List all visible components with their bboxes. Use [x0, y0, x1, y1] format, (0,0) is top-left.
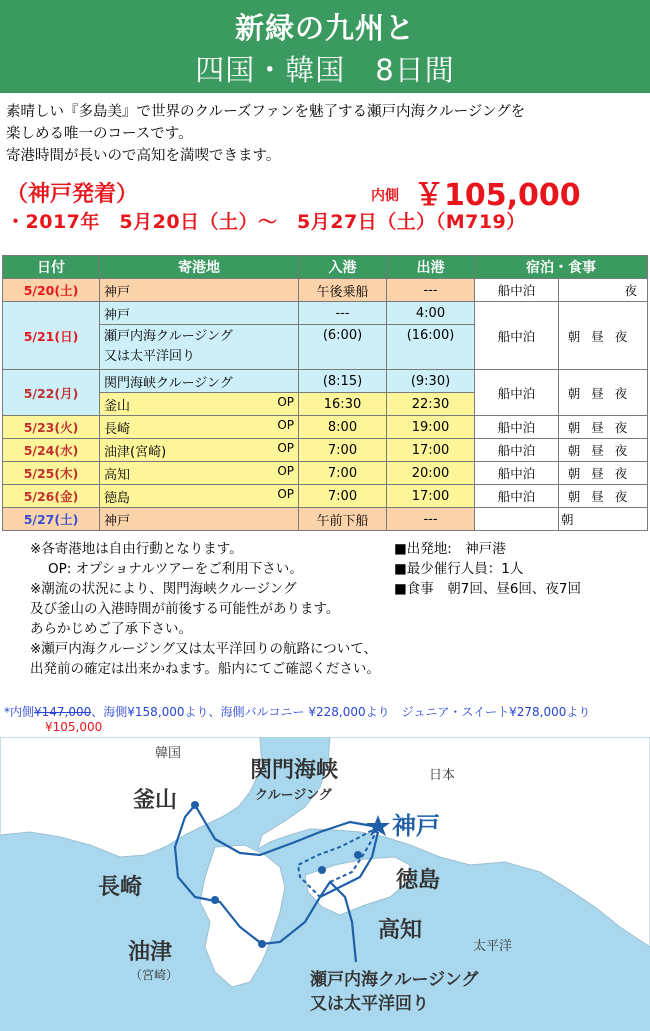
row-stay: 船中泊 — [475, 279, 559, 302]
header-arrival: 入港 — [299, 256, 387, 279]
label-kanmon-sub: クルージング — [255, 788, 332, 803]
table-row — [3, 279, 648, 302]
row-meals: 朝昼夜 — [559, 462, 648, 485]
row-arrival: --- — [299, 302, 387, 325]
header-departure: 出港 — [387, 256, 475, 279]
row-date: 5/26(金) — [3, 485, 100, 508]
row-port: 神戸 — [100, 279, 299, 302]
label-kobe: 神戸 — [392, 812, 440, 840]
row-departure: 22:30 — [387, 393, 475, 416]
cabin-prefix: *内側 — [4, 705, 35, 719]
header-date: 日付 — [3, 256, 100, 279]
note-line: あらかじめご了承下さい。 — [30, 621, 192, 637]
label-aburatsu-sub: （宮崎） — [130, 968, 179, 982]
row-meals: 朝 — [559, 508, 648, 531]
row-departure: 17:00 — [387, 485, 475, 508]
row-port — [100, 416, 299, 439]
row-stay: 船中泊 — [475, 439, 559, 462]
info-line: ■出発地: 神戸港 — [394, 541, 506, 557]
notes — [30, 539, 390, 679]
row-port-line2: 又は太平洋回り — [104, 349, 196, 364]
row-date: 5/23(火) — [3, 416, 100, 439]
nagasaki-dot — [211, 896, 219, 904]
row-meals: 朝昼夜 — [559, 416, 648, 439]
header-port: 寄港地 — [100, 256, 299, 279]
row-date: 5/25(木) — [3, 462, 100, 485]
label-nagasaki: 長崎 — [98, 875, 143, 900]
intro-line-1: 素晴しい『多島美』で世界のクルーズファンを魅了する瀬戸内海クルージングを — [6, 104, 526, 120]
row-arrival: (6:00) — [299, 325, 387, 370]
row-port-name: 釜山 — [104, 398, 131, 414]
table-row — [3, 302, 648, 325]
row-date: 5/22(月) — [3, 370, 100, 416]
row-stay: 船中泊 — [475, 302, 559, 370]
row-meals: 朝昼夜 — [559, 439, 648, 462]
row-date: 5/20(土) — [3, 279, 100, 302]
note-line: OP: オプショナルツアーをご利用下さい。 — [48, 561, 303, 577]
row-meals: 夜 — [559, 279, 648, 302]
title-line-2: 四国・韓国 8日間 — [195, 53, 455, 87]
row-arrival: (8:15) — [299, 370, 387, 393]
row-stay: 船中泊 — [475, 462, 559, 485]
row-stay: 船中泊 — [475, 370, 559, 416]
title-banner — [0, 0, 650, 93]
row-port — [100, 462, 299, 485]
row-departure: --- — [387, 279, 475, 302]
table-header-row — [3, 256, 648, 279]
row-date: 5/21(日) — [3, 302, 100, 370]
row-meals: 朝昼夜 — [559, 485, 648, 508]
row-arrival: 午前下船 — [299, 508, 387, 531]
row-port-line1: 瀬戸内海クルージング — [104, 329, 233, 344]
row-meals: 朝昼夜 — [559, 302, 648, 370]
op-label: OP — [277, 440, 294, 455]
note-line: 出発前の確定は出来かねます。船内にてご確認ください。 — [30, 661, 380, 677]
row-port-name: 徳島 — [104, 490, 131, 506]
row-port: 神戸 — [100, 508, 299, 531]
row-stay — [475, 508, 559, 531]
table-row — [3, 508, 648, 531]
cabin-prices — [4, 703, 590, 720]
label-kochi: 高知 — [378, 918, 423, 943]
row-arrival: 16:30 — [299, 393, 387, 416]
table-row — [3, 416, 648, 439]
row-stay: 船中泊 — [475, 416, 559, 439]
title-line-1: 新緑の九州と — [234, 11, 415, 45]
note-line: ※各寄港地は自由行動となります。 — [30, 541, 243, 557]
cabin-old-price: ¥147,000 — [34, 705, 92, 719]
row-port: 神戸 — [100, 302, 299, 325]
row-port — [100, 393, 299, 416]
op-label: OP — [277, 417, 294, 432]
aburatsu-dot — [258, 940, 266, 948]
price: ￥105,000 — [414, 178, 581, 213]
row-departure: 19:00 — [387, 416, 475, 439]
row-departure: 17:00 — [387, 439, 475, 462]
row-date: 5/27(土) — [3, 508, 100, 531]
row-port: 関門海峡クルージング — [100, 370, 299, 393]
tokushima-dot — [354, 851, 362, 859]
intro-line-2: 楽しめる唯一のコースです。 — [6, 126, 193, 142]
cabin-new-price: ¥105,000 — [45, 720, 103, 734]
row-departure: 20:00 — [387, 462, 475, 485]
label-tokushima: 徳島 — [396, 868, 441, 893]
note-line: ※潮流の状況により、関門海峡クルージング — [30, 581, 297, 597]
label-seto-2: 又は太平洋回り — [310, 994, 429, 1014]
cabin-rest: 、海側¥158,000より、海側バルコニー ¥228,000より ジュニア・スイート¥278,000より — [91, 705, 591, 719]
row-date: 5/24(水) — [3, 439, 100, 462]
label-japan: 日本 — [429, 768, 456, 783]
row-port — [100, 485, 299, 508]
label-pacific: 太平洋 — [473, 939, 513, 954]
row-meals: 朝昼夜 — [559, 370, 648, 416]
op-label: OP — [277, 486, 294, 501]
row-departure: (9:30) — [387, 370, 475, 393]
op-label: OP — [277, 394, 294, 409]
note-line: 及び釜山の入港時間が前後する可能性があります。 — [30, 601, 340, 617]
tour-info — [394, 539, 581, 599]
intro-line-3: 寄港時間が長いので高知を満喫できます。 — [6, 148, 281, 164]
label-busan: 釜山 — [133, 788, 178, 813]
row-departure: (16:00) — [387, 325, 475, 370]
label-korea: 韓国 — [155, 746, 182, 761]
row-departure: 4:00 — [387, 302, 475, 325]
table-row — [3, 485, 648, 508]
note-line: ※瀬戸内海クルージング又は太平洋回りの航路について、 — [30, 641, 377, 657]
info-line: ■最少催行人員：1人 — [394, 561, 524, 577]
table-row — [3, 462, 648, 485]
cruise-dates: ・2017年 5月20日（土）～ 5月27日（土）（M719） — [6, 211, 526, 233]
row-arrival: 8:00 — [299, 416, 387, 439]
header-stay-meals: 宿泊・食事 — [475, 256, 648, 279]
row-departure: --- — [387, 508, 475, 531]
label-kanmon: 関門海峡 — [250, 758, 339, 783]
row-arrival: 7:00 — [299, 462, 387, 485]
row-port — [100, 439, 299, 462]
row-port-name: 油津(宮崎) — [104, 444, 167, 460]
table-row — [3, 439, 648, 462]
price-cabin-label: 内側 — [371, 188, 399, 204]
intro-text — [6, 101, 646, 167]
itinerary-table — [2, 255, 648, 531]
departure-port: （神戸発着） — [6, 182, 139, 207]
row-arrival: 7:00 — [299, 485, 387, 508]
row-arrival: 7:00 — [299, 439, 387, 462]
row-port — [100, 325, 299, 370]
busan-dot — [191, 801, 199, 809]
op-label: OP — [277, 463, 294, 478]
row-stay: 船中泊 — [475, 485, 559, 508]
row-port-name: 高知 — [104, 467, 131, 483]
route-map — [0, 737, 650, 1031]
info-line: ■食事 朝7回、昼6回、夜7回 — [394, 581, 582, 597]
kochi-dot — [318, 866, 326, 874]
row-port-name: 長崎 — [104, 421, 131, 437]
label-seto-1: 瀬戸内海クルージング — [310, 970, 479, 990]
row-arrival: 午後乗船 — [299, 279, 387, 302]
label-aburatsu: 油津 — [128, 940, 173, 965]
table-row — [3, 370, 648, 393]
